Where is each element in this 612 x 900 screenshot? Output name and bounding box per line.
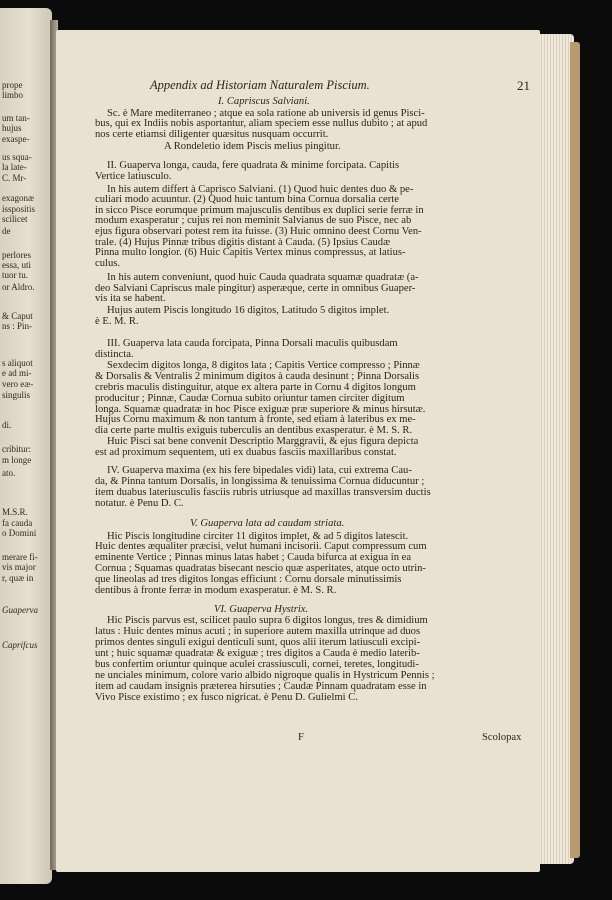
page-edges xyxy=(538,34,574,864)
left-page-fragment: de xyxy=(2,226,11,236)
text-line: Hujus Cornu maximum & non tantum à fronte, sed etiam à lateribus ex me- xyxy=(95,414,416,425)
left-page-fragment: ns : Pin- xyxy=(2,321,33,331)
left-page-fragment: Guaperva xyxy=(2,605,38,615)
text-line: notatur. è Penu D. C. xyxy=(95,498,184,509)
left-page-fragment: limbo xyxy=(2,90,24,100)
text-line: Sexdecim digitos longa, 8 digitos lata ; Capitis Vertice compresso ; Pinnæ xyxy=(107,360,420,371)
left-page-fragment: la late- xyxy=(2,162,27,172)
left-page-fragment: Caprifcus xyxy=(2,640,38,650)
text-line: Vertice latiusculo. xyxy=(95,171,172,182)
left-page-fragment: o Domini xyxy=(2,528,37,538)
text-line: A Rondeletio idem Piscis melius pingitur. xyxy=(164,141,341,152)
text-line: VI. Guaperva Hystrix. xyxy=(214,604,309,615)
text-line: da, & Pinna tantum Dorsalis, in longissima & tenuissima Cornua diducuntur ; xyxy=(95,476,425,487)
left-page-fragment: s aliquot xyxy=(2,358,33,368)
text-line: culiari modo acuuntur. (2) Quod huic tantum bina Cornua dorsalia certe xyxy=(95,194,399,205)
text-line: Cornua ; Squamas quadratas bisecant nescio quæ asperitates, atque octo utrin- xyxy=(95,563,426,574)
left-page-fragment: issposítis xyxy=(2,204,36,214)
text-line: crebris maculis distinguitur, atque ex altera parte in Cornu 4 digitos longum xyxy=(95,382,416,393)
catchword: Scolopax xyxy=(482,732,522,743)
text-line: longa. Squamæ quadratæ in hoc Pisce exiguæ præ superiore & minus hirsutæ. xyxy=(95,404,426,415)
left-page-fragment: scilicet xyxy=(2,214,28,224)
text-line: è E. M. R. xyxy=(95,316,139,327)
left-page-fragment: C. Mr- xyxy=(2,173,27,183)
left-page-fragment: M.S.R. xyxy=(2,507,28,517)
left-page-fragment: di. xyxy=(2,420,12,430)
text-line: Huic Pisci sat bene convenit Descriptio Marggravii, & ejus figura depicta xyxy=(107,436,419,447)
text-line: latus : Huic dentes minus acuti ; in superiore autem maxilla utrinque ad duos xyxy=(95,626,421,637)
text-line: unt ; huic squamæ quadratæ & exiguæ ; tres digitos a Cauda è medio laterib- xyxy=(95,648,420,659)
text-line: bus confertim oriuntur quinque aculei crassiusculi, cornei, teretes, longitudi- xyxy=(95,659,419,670)
text-line: bus, qui ex Indiis nobis asportantur, aliam speciem esse nullus dubito ; at apud xyxy=(95,118,428,129)
text-line: dia certe parte multis exiguis tuberculis an dentibus exasperatur. è M. S. R. xyxy=(95,425,413,436)
left-page-fragment: us squa- xyxy=(2,152,32,162)
text-line: culus. xyxy=(95,258,121,269)
left-page-fragment: fa cauda xyxy=(2,518,33,528)
signature-mark: F xyxy=(298,732,304,743)
left-page-fragment: perlores xyxy=(2,250,31,260)
page-number: 21 xyxy=(517,78,530,93)
text-line: Pinna multo longior. (6) Huic Capitis Vertex minus compressus, at latius- xyxy=(95,247,406,258)
left-page-fragment: essa, uti xyxy=(2,260,31,270)
text-line: nos certe etiamsi diligenter quæsitus nusquam occurrit. xyxy=(95,129,329,140)
text-line: que lineolas ad tres digitos longas efficiunt : Cornu dorsale minutissimis xyxy=(95,574,402,585)
text-line: item duabus lateriusculis fasciis rubris utriusque ad maxillas transversim ductis xyxy=(95,487,431,498)
left-page-fragment: & Caput xyxy=(2,311,33,321)
left-page-fragment: cribitur: xyxy=(2,444,31,454)
left-page-fragment: exaspe- xyxy=(2,134,30,144)
text-line: V. Guaperva lata ad caudam striata. xyxy=(190,518,345,529)
left-page-fragment: um tan- xyxy=(2,113,30,123)
text-line: est ad proximum sequentem, uti ex duabus fasciis maxillaribus constat. xyxy=(95,447,397,458)
left-page-fragment: r, quæ in xyxy=(2,573,34,583)
text-line: item ad caudam insignis præterea hirsuties ; Caudæ Pinnam quadratam esse in xyxy=(95,681,427,692)
text-line: Sc. è Mare mediterraneo ; atque ea sola ratione ab universis id genus Pisci- xyxy=(107,108,425,119)
text-line: primos dentes singuli exigui denticuli sunt, quos alii iterum latiusculi excipi- xyxy=(95,637,421,648)
left-page-fragment: hujus xyxy=(2,123,22,133)
left-page-fragment: vero eæ- xyxy=(2,379,34,389)
left-page-fragment: ato. xyxy=(2,468,16,478)
left-page-fragment: tuor tu. xyxy=(2,270,28,280)
text-line: eminente Vertice ; Pinnas minus latas habet ; Cauda bifurca at exigua in ea xyxy=(95,552,412,563)
text-line: Hic Piscis longitudine circiter 11 digitos implet, & ad 5 digitos latescit. xyxy=(107,531,409,542)
text-line: dentibus à fronte ferræ in modum exasperatur. è M. S. R. xyxy=(95,585,337,596)
left-page-fragment: m longe xyxy=(2,455,32,465)
text-line: Vivo Pisce existimo ; ex fusco nigricat. è Penu D. Gulielmi C. xyxy=(95,692,358,703)
book-cover-edge xyxy=(570,42,580,858)
left-page-fragment: e ad mi- xyxy=(2,368,32,378)
left-page-edge xyxy=(0,8,52,884)
text-line: vis ita se habent. xyxy=(95,293,166,304)
text-line: ne unciales minimum, colore vario albido nigroque qualis in Hystricum Pennis ; xyxy=(95,670,435,681)
left-page-fragment: exagonæ xyxy=(2,193,34,203)
text-line: ejus figura observari potest rem ita fuisse. (3) Huic omnino deest Cornu Ven- xyxy=(95,226,422,237)
left-page-fragment: merare fi- xyxy=(2,552,38,562)
left-page-fragment: vis major xyxy=(2,562,36,572)
text-line: IV. Guaperva maxima (ex his fere bipedales vidi) lata, cui extrema Cau- xyxy=(107,465,412,476)
text-line: producitur ; Pinnæ, Caudæ Cornua subito oriuntur tamen circiter digitum xyxy=(95,393,405,404)
text-line: II. Guaperva longa, cauda, fere quadrata & minime forcipata. Capitis xyxy=(107,160,400,171)
text-line: Hic Piscis parvus est, scilicet paulo supra 6 digitos longus, tres & dimidium xyxy=(107,615,428,626)
text-line: Hujus autem Piscis longitudo 16 digitos, Latitudo 5 digitos implet. xyxy=(107,305,390,316)
text-line: in sicco Pisce eorumque primum majusculis dentibus ex duplici serie ferræ in xyxy=(95,205,424,216)
text-line: III. Guaperva lata cauda forcipata, Pinna Dorsali maculis quibusdam xyxy=(107,338,398,349)
text-line: & Dorsalis & Ventralis 2 minimum digitos à cauda desinunt ; Pinna Dorsalis xyxy=(95,371,420,382)
text-line: distincta. xyxy=(95,349,134,360)
text-line: I. Capriscus Salviani. xyxy=(218,96,310,107)
left-page-fragment: singulis xyxy=(2,390,31,400)
text-line: In his autem conveniunt, quod huic Cauda quadrata squamæ quadratæ (a- xyxy=(107,272,419,283)
left-page-fragment: prope xyxy=(2,80,23,90)
running-title: Appendix ad Historiam Naturalem Piscium. xyxy=(150,78,370,92)
text-line: Huic dentes æqualiter præcisi, velut humani incisorii. Caput compressum cum xyxy=(95,541,427,552)
text-line: In his autem differt à Caprisco Salviani. (1) Quod huic dentes duo & pe- xyxy=(107,184,414,195)
text-line: deo Salviani Capriscus male pingitur) asperæque, certe in omnibus Guaper- xyxy=(95,283,416,294)
left-page-fragment: or Aldro. xyxy=(2,282,35,292)
text-line: modum exasperatur ; cujus rei non meminit Salvianus de suo Pisce, nec ab xyxy=(95,215,412,226)
text-line: trale. (4) Hujus Pinnæ tribus digitis distant à Cauda. (5) Ipsius Caudæ xyxy=(95,237,391,248)
